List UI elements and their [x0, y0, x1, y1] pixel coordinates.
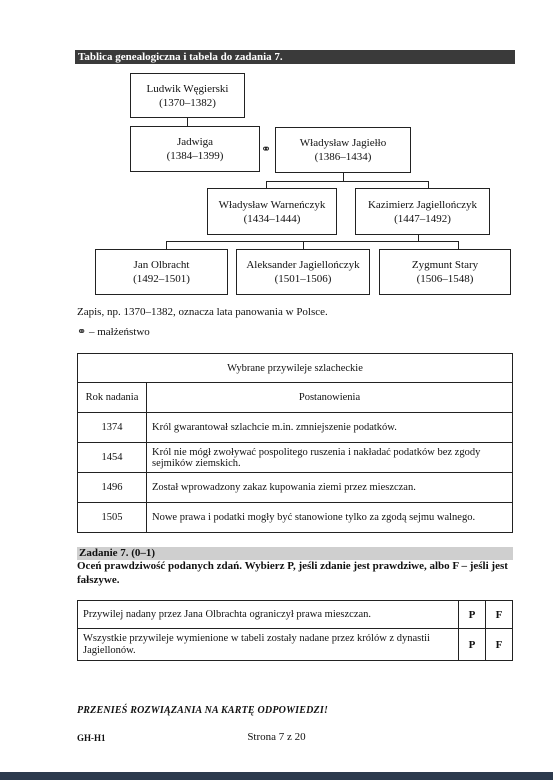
connector-line [428, 181, 429, 188]
node-years: (1501–1506) [274, 273, 332, 285]
row-year: 1454 [78, 443, 147, 473]
reign-note: Zapis, np. 1370–1382, oznacza lata panowania w Polsce. [77, 306, 328, 318]
row-text: Król gwarantował szlachcie m.in. zmniejszenie podatków. [147, 413, 513, 443]
privileges-table [77, 353, 513, 533]
node-years: (1447–1492) [394, 212, 451, 225]
node-years: (1492–1501) [133, 273, 190, 285]
node-ludwik [130, 73, 245, 118]
section-header: Tablica genealogiczna i tabela do zadania 7. [75, 50, 515, 64]
node-jadwiga [130, 126, 260, 172]
row-year: 1505 [78, 503, 147, 533]
task-heading: Zadanie 7. (0–1) [77, 547, 513, 560]
node-years: (1506–1548) [416, 273, 474, 285]
table-row [78, 413, 513, 443]
node-name: Władysław Jagiełło [299, 137, 387, 149]
table-row [78, 473, 513, 503]
connector-line [187, 118, 188, 126]
node-name: Jan Olbracht [133, 259, 190, 271]
true-false-table [77, 600, 513, 661]
connector-line [266, 181, 267, 188]
exam-code: GH-H1 [77, 733, 106, 743]
row-year: 1374 [78, 413, 147, 443]
row-text: Nowe prawa i podatki mogły być stanowione tylko za zgodą sejmu walnego. [147, 503, 513, 533]
statement-text: Wszystkie przywileje wymienione w tabeli zostały nadane przez królów z dynastii Jagiellonów. [78, 629, 459, 661]
node-wladyslaw-jagiello [275, 127, 411, 173]
table-caption: Wybrane przywileje szlacheckie [78, 354, 513, 383]
row-year: 1496 [78, 473, 147, 503]
page-number: Strona 7 z 20 [247, 731, 306, 743]
node-olbracht [95, 249, 228, 295]
node-name: Władysław Warneńczyk [218, 198, 326, 211]
answer-p-option[interactable]: P [459, 601, 486, 629]
answer-p-option[interactable]: P [459, 629, 486, 661]
marriage-icon: ⚭ [261, 142, 272, 156]
node-aleksander [236, 249, 370, 295]
connector-line [303, 241, 304, 249]
node-name: Ludwik Węgierski [146, 82, 229, 95]
statement-row [78, 601, 513, 629]
task-instruction: Oceń prawdziwość podanych zdań. Wybierz P, jeśli zdanie jest prawdziwe, albo F – jeśli jest fałszywe. [77, 560, 508, 586]
marriage-legend-text: – małżeństwo [88, 326, 150, 338]
node-name: Aleksander Jagiellończyk [246, 259, 360, 271]
node-warnenczyk [207, 188, 337, 235]
statement-row [78, 629, 513, 661]
statement-text: Przywilej nadany przez Jana Olbrachta ograniczył prawa mieszczan. [78, 601, 459, 629]
node-years: (1384–1399) [166, 150, 224, 162]
node-name: Kazimierz Jagiellończyk [367, 198, 478, 211]
node-years: (1386–1434) [314, 151, 372, 163]
connector-line [166, 241, 167, 249]
node-kazimierz [355, 188, 490, 235]
window-bottom-bar [0, 772, 553, 780]
marriage-icon: ⚭ [77, 325, 87, 338]
column-header-text: Postanowienia [147, 383, 513, 413]
connector-line [458, 241, 459, 249]
answer-f-option[interactable]: F [486, 629, 513, 661]
marriage-legend [77, 325, 150, 338]
connector-line [166, 241, 459, 242]
connector-line [266, 181, 429, 182]
node-zygmunt [379, 249, 511, 295]
table-row [78, 443, 513, 473]
node-name: Zygmunt Stary [411, 259, 479, 271]
node-name: Jadwiga [176, 136, 214, 148]
row-text: Został wprowadzony zakaz kupowania ziemi przez mieszczan. [147, 473, 513, 503]
node-years: (1370–1382) [159, 96, 216, 109]
answer-f-option[interactable]: F [486, 601, 513, 629]
table-row [78, 503, 513, 533]
column-header-year: Rok nadania [78, 383, 147, 413]
node-years: (1434–1444) [243, 212, 301, 225]
row-text: Król nie mógł zwoływać pospolitego ruszenia i nakładać podatków bez zgody sejmików ziemskich. [147, 443, 513, 473]
transfer-note: PRZENIEŚ ROZWIĄZANIA NA KARTĘ ODPOWIEDZI! [77, 705, 329, 716]
